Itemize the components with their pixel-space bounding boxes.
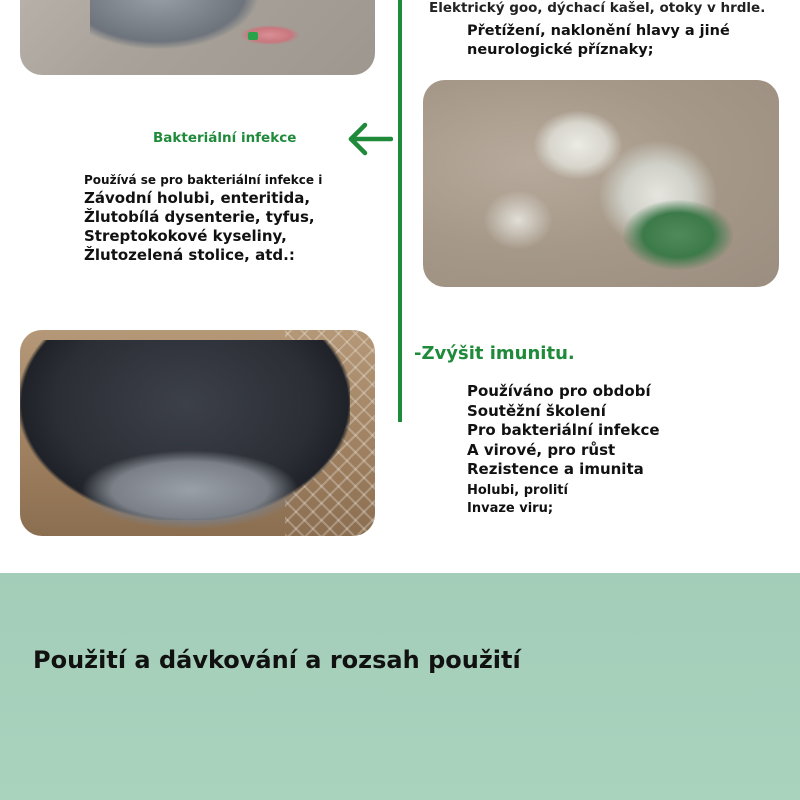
list-item: Soutěžní školení [467, 401, 606, 420]
list-item: Streptokokové kyseliny, [84, 227, 287, 245]
symptom-text: Přetížení, naklonění hlavy a jiné neurologické příznaky; [467, 23, 730, 58]
list-item: Žlutobílá dysenterie, tyfus, [84, 208, 315, 226]
vertical-divider [398, 0, 402, 422]
bacterial-heading: Bakteriální infekce [153, 130, 297, 146]
list-item: Žlutozelená stolice, atd.: [84, 246, 295, 264]
list-item: Rezistence a imunita [467, 460, 644, 478]
usage-title: Použití a dávkování a rozsah použití [33, 646, 521, 674]
immunity-heading: -Zvýšit imunitu. [414, 343, 575, 364]
arrow-left-icon [345, 122, 393, 156]
droppings-photo [423, 80, 779, 287]
bacterial-intro: Používá se pro bakteriální infekce i [84, 173, 323, 187]
list-item: Invaze viru; [467, 501, 554, 516]
symptom-line: Elektrický goo, dýchací kašel, otoky v hrdle. [429, 0, 766, 16]
immunity-list [467, 382, 660, 480]
list-item: Používáno pro období [467, 382, 651, 400]
list-item: Pro bakteriální infekce [467, 421, 660, 439]
immunity-small-list [467, 482, 568, 518]
list-item: A virové, pro růst [467, 440, 616, 459]
usage-panel [0, 573, 800, 800]
pigeon-feet-photo [20, 0, 375, 75]
list-item: Holubi, prolití [467, 483, 568, 498]
bacterial-list [84, 189, 315, 265]
list-item: Závodní holubi, enteritida, [84, 189, 311, 207]
dark-pigeon-photo [20, 330, 375, 536]
